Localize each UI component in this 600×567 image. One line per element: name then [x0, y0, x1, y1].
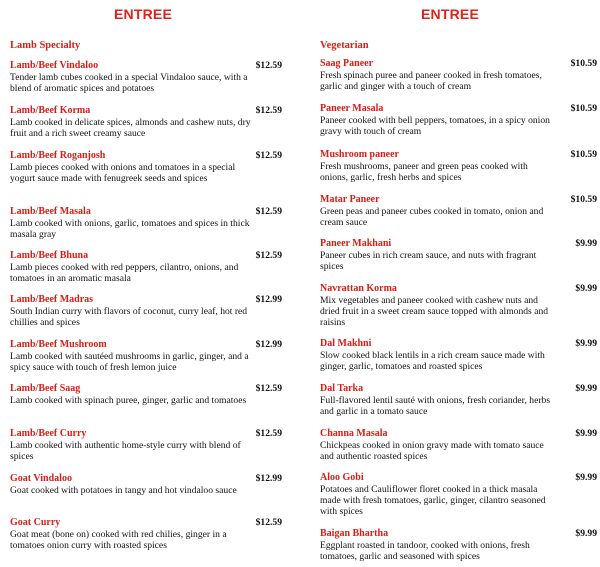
- menu-item: [320, 149, 597, 183]
- item-description: Chickpeas cooked in onion gravy made with tomato sauce and authentic roasted spices: [320, 439, 544, 462]
- section-title-vegetarian: Vegetarian: [320, 40, 369, 51]
- item-description: Fresh spinach puree and paneer cooked in fresh tomatoes, garlic and ginger with a touch of cream: [320, 69, 542, 92]
- item-price: $12.59: [255, 60, 282, 71]
- item-name: Paneer Masala: [320, 103, 384, 114]
- item-price: $9.99: [575, 338, 597, 349]
- menu-item: [320, 338, 597, 372]
- item-description: Lamb cooked with onions, garlic, tomatoes and spices in thick masala gray: [10, 217, 250, 240]
- item-description: Lamb cooked with spinach puree, ginger, garlic and tomatoes: [10, 394, 247, 406]
- item-price: $9.99: [575, 383, 597, 394]
- item-price: $12.59: [255, 206, 282, 217]
- menu-item: [320, 428, 597, 462]
- item-name: Mushroom paneer: [320, 149, 399, 160]
- item-description: Fresh mushrooms, paneer and green peas cooked with onions, garlic, fresh herbs and spices: [320, 160, 528, 183]
- item-name: Goat Vindaloo: [10, 473, 72, 484]
- item-price: $12.99: [255, 473, 282, 484]
- menu-item: [320, 58, 597, 92]
- item-name: Navrattan Korma: [320, 283, 397, 294]
- item-price: $10.59: [570, 58, 597, 69]
- item-description: Lamb pieces cooked with red peppers, cilantro, onions, and tomatoes in an aromatic masala: [10, 261, 239, 284]
- item-name: Paneer Makhani: [320, 238, 392, 249]
- item-name: Lamb/Beef Masala: [10, 206, 91, 217]
- item-name: Lamb/Beef Korma: [10, 105, 91, 116]
- item-price: $10.59: [570, 149, 597, 160]
- section-title-lamb: Lamb Specialty: [10, 40, 81, 51]
- item-price: $12.99: [255, 339, 282, 350]
- menu-item: [10, 339, 282, 373]
- item-name: Goat Curry: [10, 517, 61, 528]
- item-price: $9.99: [575, 428, 597, 439]
- item-price: $9.99: [575, 528, 597, 539]
- item-price: $12.59: [255, 250, 282, 261]
- item-description: Paneer cooked with bell peppers, tomatoes, in a spicy onion gravy with touch of cream: [320, 114, 550, 137]
- menu-item: [320, 472, 597, 517]
- item-description: Full-flavored lentil sauté with onions, fresh coriander, herbs and garlic in a tomato sauce: [320, 394, 551, 417]
- right-column: [300, 0, 600, 567]
- menu-item: [320, 283, 597, 328]
- item-description: Paneer cubes in rich cream sauce, and nuts with fragrant spices: [320, 249, 537, 272]
- item-price: $12.59: [255, 383, 282, 394]
- item-price: $9.99: [575, 283, 597, 294]
- menu-item: [320, 103, 597, 137]
- menu-item: [10, 105, 282, 139]
- item-name: Channa Masala: [320, 428, 388, 439]
- item-description: Goat meat (bone on) cooked with red chilies, ginger in a tomatoes onion curry with roasted spices: [10, 528, 227, 551]
- item-price: $10.59: [570, 194, 597, 205]
- item-name: Lamb/Beef Vindaloo: [10, 60, 99, 71]
- item-price: $10.59: [570, 103, 597, 114]
- entree-heading-left: ENTREE: [114, 6, 172, 22]
- menu-item: [10, 428, 282, 462]
- item-description: South Indian curry with flavors of coconut, curry leaf, hot red chillies and spices: [10, 305, 248, 328]
- item-description: Goat cooked with potatoes in tangy and hot vindaloo sauce: [10, 484, 237, 496]
- item-name: Aloo Gobi: [320, 472, 364, 483]
- item-name: Lamb/Beef Roganjosh: [10, 150, 106, 161]
- menu-item: [10, 383, 282, 406]
- menu-item: [10, 150, 282, 184]
- menu-item: [10, 60, 282, 94]
- item-description: Lamb cooked with authentic home-style curry with blend of spices: [10, 439, 241, 462]
- menu-item: [320, 383, 597, 417]
- item-name: Dal Tarka: [320, 383, 364, 394]
- item-name: Lamb/Beef Bhuna: [10, 250, 89, 261]
- menu-item: [320, 528, 597, 562]
- item-description: Mix vegetables and paneer cooked with cashew nuts and dried fruit in a sweet cream sauce topped with almonds and raisins: [320, 294, 549, 328]
- menu-item: [320, 238, 597, 272]
- item-description: Tender lamb cubes cooked in a special Vindaloo sauce, with a blend of aromatic spices and potatoes: [10, 71, 248, 94]
- menu-item: [10, 250, 282, 284]
- item-name: Matar Paneer: [320, 194, 380, 205]
- item-description: Slow cooked black lentils in a rich cream sauce made with ginger, garlic, tomatoes and roasted spices: [320, 349, 545, 372]
- item-name: Lamb/Beef Curry: [10, 428, 87, 439]
- menu-item: [320, 194, 597, 228]
- item-description: Lamb cooked in delicate spices, almonds and cashew nuts, dry fruit and a rich sweet creamy sauce: [10, 116, 251, 139]
- item-price: $12.59: [255, 105, 282, 116]
- entree-heading-right: ENTREE: [421, 6, 479, 22]
- item-description: Green peas and paneer cubes cooked in tomato, onion and cream sauce: [320, 205, 544, 228]
- item-name: Lamb/Beef Madras: [10, 294, 94, 305]
- item-name: Saag Paneer: [320, 58, 374, 69]
- item-description: Eggplant roasted in tandoor, cooked with onions, fresh tomatoes, garlic and seasoned with spices: [320, 539, 530, 562]
- item-price: $9.99: [575, 472, 597, 483]
- menu-item: [10, 294, 282, 328]
- item-description: Potatoes and Cauliflower floret cooked in a thick masala made with fresh tomatoes, garlic, ginger, cilantro seasoned with spices: [320, 483, 546, 517]
- item-price: $9.99: [575, 238, 597, 249]
- item-name: Baigan Bhartha: [320, 528, 389, 539]
- menu-item: [10, 517, 282, 551]
- menu-item: [10, 473, 282, 496]
- item-name: Dal Makhni: [320, 338, 372, 349]
- item-name: Lamb/Beef Saag: [10, 383, 81, 394]
- menu-item: [10, 206, 282, 240]
- item-price: $12.59: [255, 428, 282, 439]
- item-name: Lamb/Beef Mushroom: [10, 339, 107, 350]
- item-price: $12.59: [255, 517, 282, 528]
- item-price: $12.99: [255, 294, 282, 305]
- item-price: $12.59: [255, 150, 282, 161]
- item-description: Lamb cooked with sautéed mushrooms in garlic, ginger, and a spicy sauce with touch of fresh lemon juice: [10, 350, 249, 373]
- item-description: Lamb pieces cooked with onions and tomatoes in a special yogurt sauce made with fenugreek seeds and spices: [10, 161, 236, 184]
